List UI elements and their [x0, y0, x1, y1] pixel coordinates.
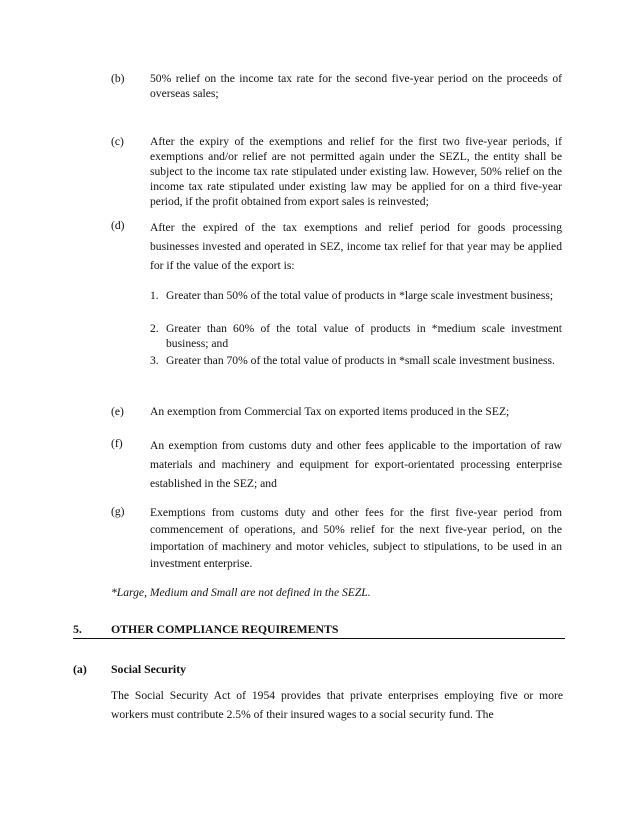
sub-list-item	[150, 353, 562, 368]
item-text: 50% relief on the income tax rate for the second five-year period on the proceeds of overseas sales;	[150, 72, 562, 100]
item-label: (e)	[111, 405, 124, 418]
item-label: (b)	[111, 72, 125, 85]
sub-item-number: 3.	[150, 354, 159, 367]
subsection-title: Social Security	[111, 662, 187, 676]
body-paragraph: The Social Security Act of 1954 provides that private enterprises employing five or more workers must contribute 2.5% of their insured wages to a social security fund. The	[111, 689, 563, 721]
item-label: (d)	[111, 219, 125, 232]
sub-item-number: 1.	[150, 289, 159, 302]
sub-item-text: Greater than 70% of the total value of products in *small scale investment business.	[166, 354, 555, 367]
sub-list-item	[150, 321, 562, 351]
item-text: After the expired of the tax exemptions and relief period for goods processing businesses invested and operated in SEZ, income tax relief for that year may be applied for if the value of the export is:	[150, 221, 562, 272]
item-label: (c)	[111, 135, 124, 148]
item-text: After the expiry of the exemptions and relief for the first two five-year periods, if exemptions and/or relief are not permitted again under the SEZL, the entity shall be subject to the income tax rate stipulated under existing law. However, 50% relief on the income tax rate stipulated under existing law may be applied for on a third five-year period, if the profit obtained from export sales is reinvested;	[150, 135, 562, 208]
item-text: An exemption from Commercial Tax on exported items produced in the SEZ;	[150, 405, 510, 418]
item-text: Exemptions from customs duty and other fees for the first five-year period from commencement of operations, and 50% relief for the next five-year period, on the importation of machinery and motor vehicles, subject to stipulations, to be used in an investment enterprise.	[150, 506, 562, 570]
sub-item-number: 2.	[150, 322, 159, 335]
item-label: (g)	[111, 505, 125, 518]
item-text: An exemption from customs duty and other fees applicable to the importation of raw materials and machinery and equipment for export-orientated processing enterprise established in the SEZ; and	[150, 439, 562, 490]
subsection-label: (a)	[73, 662, 87, 676]
section-title: OTHER COMPLIANCE REQUIREMENTS	[111, 622, 339, 636]
sub-item-text: Greater than 50% of the total value of products in *large scale investment business;	[166, 289, 554, 302]
sub-item-text: Greater than 60% of the total value of products in *medium scale investment business; and	[166, 322, 562, 350]
item-label: (f)	[111, 437, 123, 450]
footnote: *Large, Medium and Small are not defined in the SEZL.	[111, 586, 371, 599]
section-number: 5.	[73, 622, 82, 636]
section-heading	[73, 622, 565, 639]
sub-list-item	[150, 288, 562, 303]
